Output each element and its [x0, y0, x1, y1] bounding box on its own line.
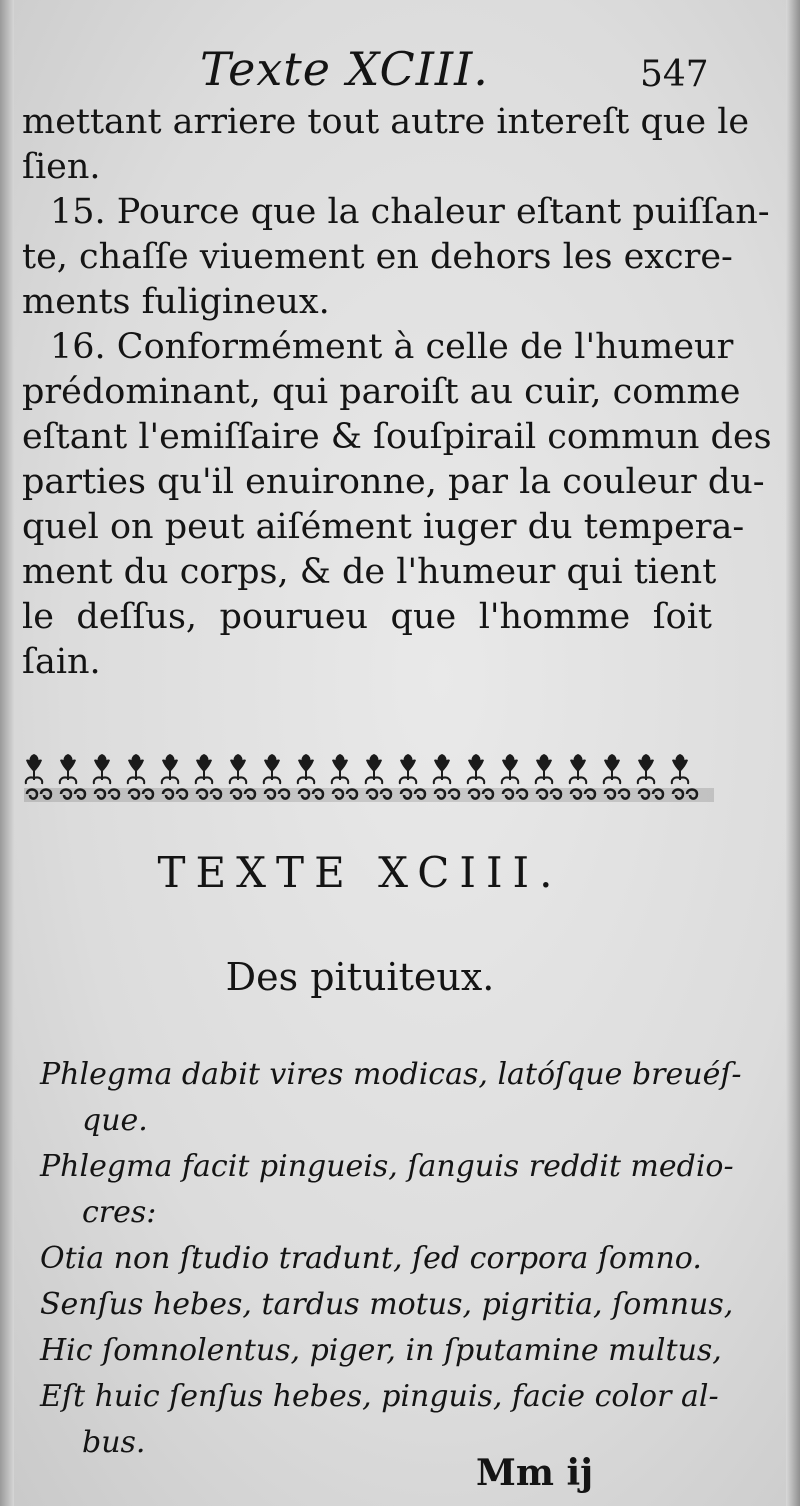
verse-line: Senſus hebes, tardus motus, pigritia, ſomnus,	[40, 1287, 734, 1322]
latin-verse-block	[40, 1052, 742, 1466]
verse-line: Phlegma facit pingueis, ſanguis reddit medio-	[40, 1149, 734, 1184]
catchword-signature: Mm ij	[476, 1452, 594, 1494]
verse-line: Eſt huic ſenſus hebes, pinguis, facie color al-	[40, 1379, 719, 1414]
body-line: quel on peut aiſément iuger du tempera-	[22, 507, 745, 547]
body-line: mettant arriere tout autre intereſt que le	[22, 102, 750, 142]
body-line: ſien.	[22, 147, 101, 187]
page-number: 547	[640, 54, 709, 95]
verse-line: Phlegma dabit vires modicas, latóſque breuéſ-	[40, 1057, 742, 1092]
verse-line: que.	[82, 1103, 148, 1138]
body-line: ment du corps, & de l'humeur qui tient	[22, 552, 717, 592]
body-line: ments fuligineux.	[22, 282, 330, 322]
section-title: TEXTE XCIII.	[157, 848, 563, 897]
body-line: prédominant, qui paroiſt au cuir, comme	[22, 372, 741, 412]
body-line: eſtant l'emiſſaire & ſouſpirail commun des	[22, 417, 772, 457]
body-line: parties qu'il enuironne, par la couleur du-	[22, 462, 765, 502]
body-text	[22, 100, 772, 685]
body-line: 16. Conformément à celle de l'humeur	[50, 327, 734, 367]
page-left-edge-shadow	[0, 0, 14, 1506]
running-head: Texte XCIII.	[200, 42, 489, 96]
verse-line: cres:	[82, 1195, 157, 1230]
verse-line: bus.	[82, 1425, 146, 1460]
section-subtitle: Des pituiteux.	[225, 955, 495, 999]
printers-ornament-band	[24, 750, 714, 810]
page-right-edge-shadow	[786, 0, 800, 1506]
body-line: te, chaſſe viuement en dehors les excre-	[22, 237, 733, 277]
verse-line: Hic ſomnolentus, piger, in ſputamine multus,	[40, 1333, 722, 1368]
body-line: le deſſus, pourueu que l'homme ſoit	[22, 597, 712, 637]
verse-line: Otia non ſtudio tradunt, ſed corpora ſomno.	[40, 1241, 702, 1276]
body-line: ſain.	[22, 642, 101, 682]
body-line: 15. Pource que la chaleur eſtant puiſſan-	[50, 192, 770, 232]
